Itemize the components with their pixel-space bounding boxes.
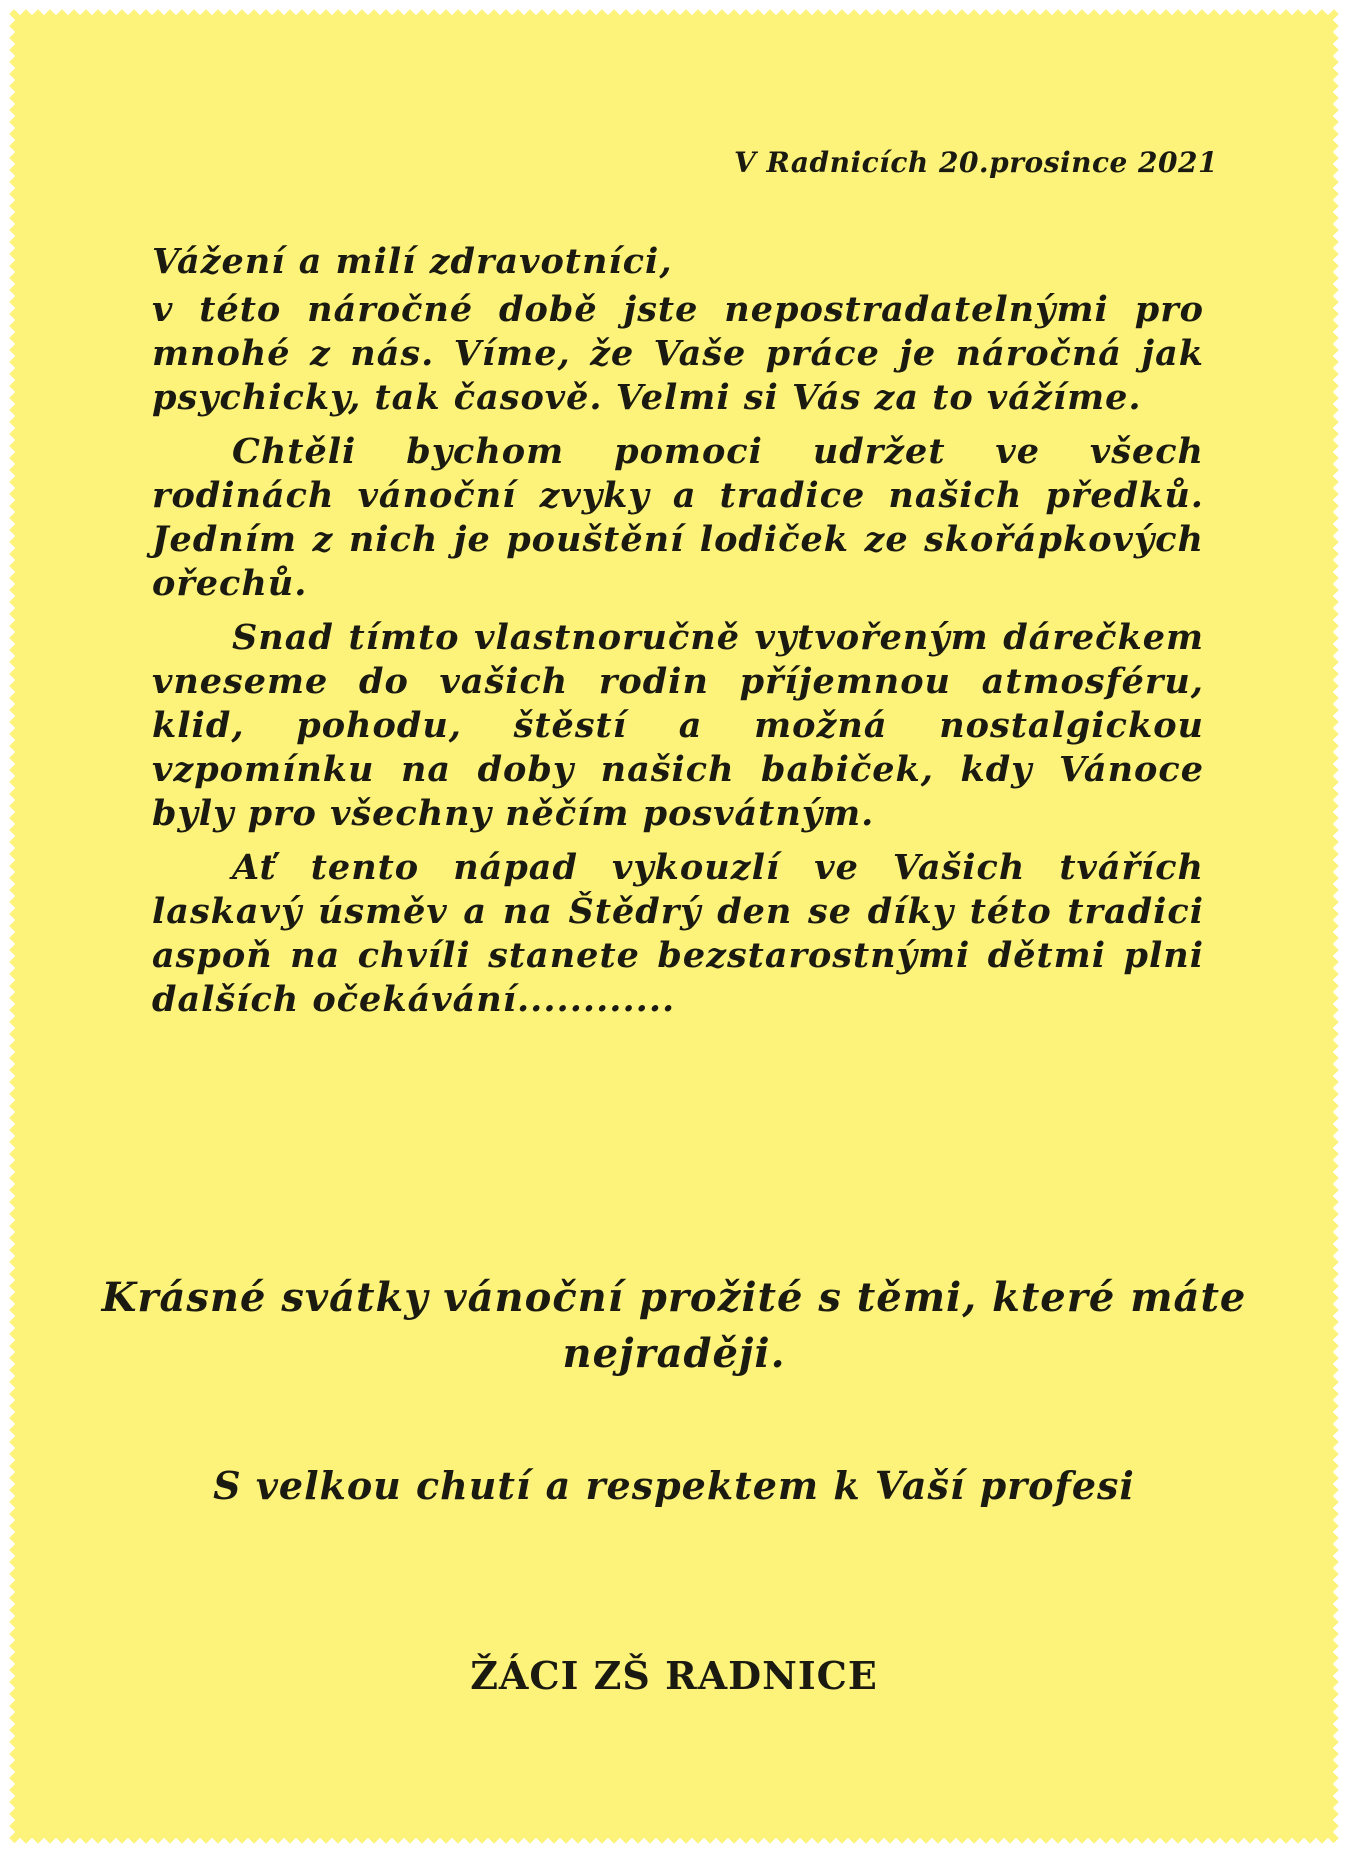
letter-paragraph-1: v této náročné době jste nepostradatelnými pro mnohé z nás. Víme, že Vaše práce je náročná jak psychicky, tak časově. Velmi si Vás za to vážíme.: [152, 289, 1204, 418]
letter-paragraph-3: Snad tímto vlastnoručně vytvořeným dárečkem vneseme do vašich rodin příjemnou atmosféru, klid, pohodu, štěstí a možná nostalgickou vzpomínku na doby našich babiček, kdy Vánoce byly pro všechny něčím posvátným.: [152, 617, 1204, 834]
pinked-edge-top: [8, 8, 1340, 18]
pinked-edge-bottom: [8, 1835, 1340, 1845]
pinked-edge-right: [1330, 8, 1340, 1845]
letter-paragraph-2: Chtěli bychom pomoci udržet ve všech rodinách vánoční zvyky a tradice našich předků. Jedním z nich je pouštění lodiček ze skořápkových ořechů.: [152, 431, 1204, 604]
pinked-edge-left: [8, 8, 18, 1845]
holiday-wishes: Krásné svátky vánoční prožité s těmi, které máte nejraději.: [101, 1274, 1247, 1377]
letter-body: [152, 240, 1204, 1032]
closing-regards: S velkou chutí a respektem k Vaší profesi: [213, 1463, 1135, 1508]
letter-paragraph-4: Ať tento nápad vykouzlí ve Vašich tvářích laskavý úsměv a na Štědrý den se díky této tradici aspoň na chvíli stanete bezstarostnými dětmi plni dalších očekávání............: [152, 847, 1204, 1020]
letter-signature: ŽÁCI ZŠ RADNICE: [470, 1653, 878, 1698]
letter-salutation: Vážení a milí zdravotníci,: [152, 241, 673, 282]
letter-date: V Radnicích 20.prosince 2021: [734, 146, 1218, 179]
